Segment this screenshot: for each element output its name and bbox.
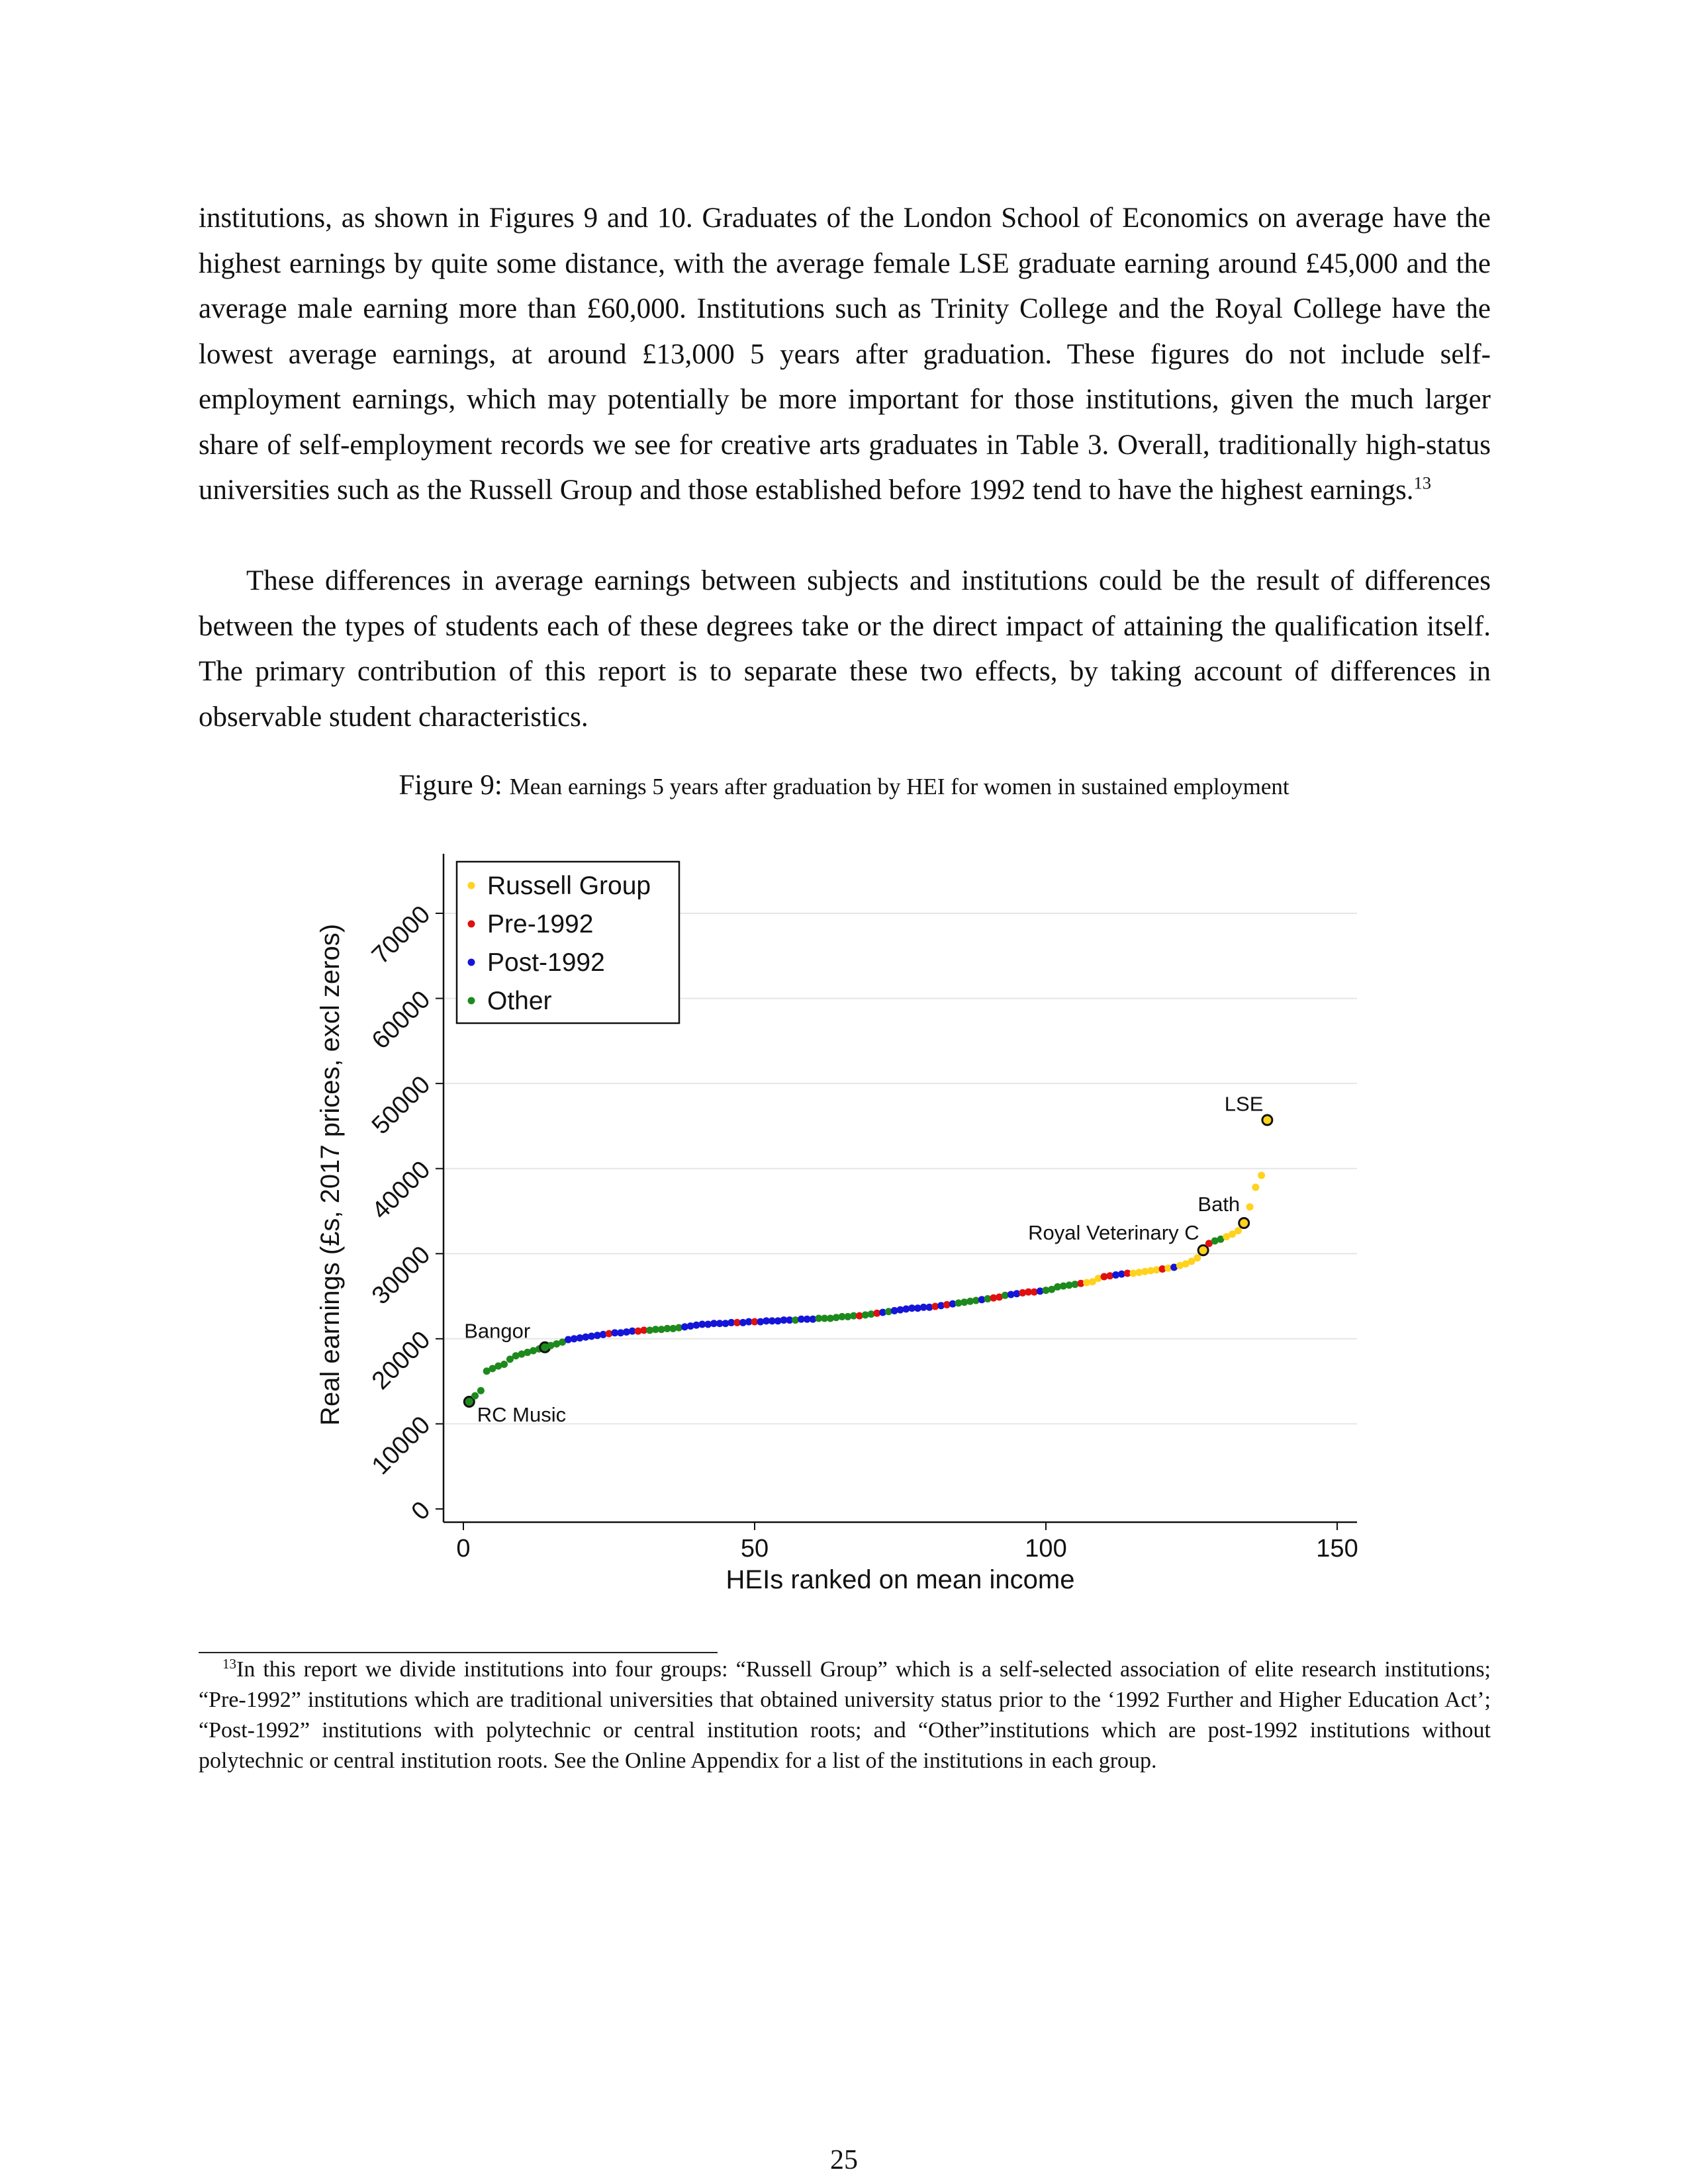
legend-label-post-1992: Post-1992 xyxy=(487,948,605,977)
earnings-scatter-chart xyxy=(291,814,1383,1628)
figure-caption-text: Mean earnings 5 years after graduation by HEI for women in sustained employment xyxy=(509,774,1289,799)
y-tick-label-60000: 60000 xyxy=(366,985,436,1055)
point-annotations xyxy=(464,1092,1263,1426)
page-number: 25 xyxy=(830,2145,858,2175)
y-tick-label-50000: 50000 xyxy=(366,1070,436,1140)
legend-marker-post-1992 xyxy=(468,959,475,966)
data-point-138 xyxy=(1262,1115,1272,1125)
data-point-137 xyxy=(1258,1172,1265,1179)
body-paragraph-2: These differences in average earnings between subjects and institutions could be the result of differences between the types of students each of these degrees take or the direct impact of attaining the qualification itself. The primary contribution of this report is to separate these two effects, by taking account of differences in observable student characteristics. xyxy=(199,565,1491,733)
legend-label-pre-1992: Pre-1992 xyxy=(487,910,594,938)
y-tick-label-40000: 40000 xyxy=(366,1156,436,1225)
legend-marker-pre-1992 xyxy=(468,921,475,928)
figure-label: Figure 9: xyxy=(399,770,502,801)
data-point-7 xyxy=(500,1361,508,1368)
figure-caption xyxy=(0,769,1688,801)
x-axis-title: HEIs ranked on mean income xyxy=(726,1565,1075,1594)
x-tick-label-0: 0 xyxy=(456,1535,471,1563)
y-axis-title: Real earnings (£s, 2017 prices, excl zeros) xyxy=(316,923,345,1426)
x-tick-label-50: 50 xyxy=(740,1535,769,1563)
data-point-134 xyxy=(1239,1218,1249,1228)
annotation-lse: LSE xyxy=(1224,1092,1264,1116)
chart-legend xyxy=(457,862,679,1023)
y-tick-label-20000: 20000 xyxy=(366,1326,436,1395)
data-point-136 xyxy=(1252,1184,1259,1191)
annotation-royal-veterinary-c: Royal Veterinary C xyxy=(1028,1221,1199,1245)
legend-marker-russell-group xyxy=(468,882,475,889)
y-tick-label-0: 0 xyxy=(406,1496,436,1526)
annotation-rc-music: RC Music xyxy=(477,1403,567,1426)
annotation-bangor: Bangor xyxy=(464,1319,531,1343)
footnote-divider xyxy=(199,1652,718,1653)
data-point-126 xyxy=(1194,1254,1201,1261)
legend-label-russell-group: Russell Group xyxy=(487,872,651,900)
y-tick-label-30000: 30000 xyxy=(366,1240,436,1310)
y-tick-label-10000: 10000 xyxy=(366,1411,436,1480)
data-points xyxy=(464,1115,1272,1407)
x-tick-label-150: 150 xyxy=(1316,1535,1358,1563)
data-point-3 xyxy=(477,1387,485,1394)
data-point-133 xyxy=(1235,1227,1242,1234)
footnote-13 xyxy=(199,1655,1491,1776)
footnote-ref-13[interactable]: 13 xyxy=(1413,473,1432,493)
y-tick-label-70000: 70000 xyxy=(366,900,436,970)
body-paragraph-1: institutions, as shown in Figures 9 and 10. Graduates of the London School of Economics on average have the highest earnings by quite some distance, with the average female LSE graduate earning around £45,000 and the average male earning more than £60,000. Institutions such as Trinity College and the Royal College have the lowest average earnings, at around £13,000 5 years after graduation. These figures do not include self-employment earnings, which may potentially be more important for those institutions, given the much larger share of self-employment records we see for creative arts graduates in Table 3. Overall, traditionally high-status universities such as the Russell Group and those established before 1992 tend to have the highest earnings.$^{13}$ xyxy=(199,203,1491,506)
data-point-135 xyxy=(1246,1203,1254,1210)
footnote-mark: 13 xyxy=(222,1655,237,1672)
data-point-2 xyxy=(471,1392,479,1400)
data-point-127 xyxy=(1198,1246,1208,1255)
x-tick-label-100: 100 xyxy=(1025,1535,1067,1563)
annotation-bath: Bath xyxy=(1197,1193,1241,1216)
footnote-text: In this report we divide institutions into four groups: “Russell Group” which is a self-selected association of elite research institutions; “Pre-1992” institutions which are traditional universities that obtained university status prior to the ‘1992 Further and Higher Education Act’; “Post-1992” institutions with polytechnic or central institution roots; and “Other”institutions which are post-1992 institutions without polytechnic or central institution roots. See the Online Appendix for a list of the institutions in each group. xyxy=(199,1657,1491,1773)
legend-label-other: Other xyxy=(487,987,552,1015)
legend-marker-other xyxy=(468,997,475,1005)
